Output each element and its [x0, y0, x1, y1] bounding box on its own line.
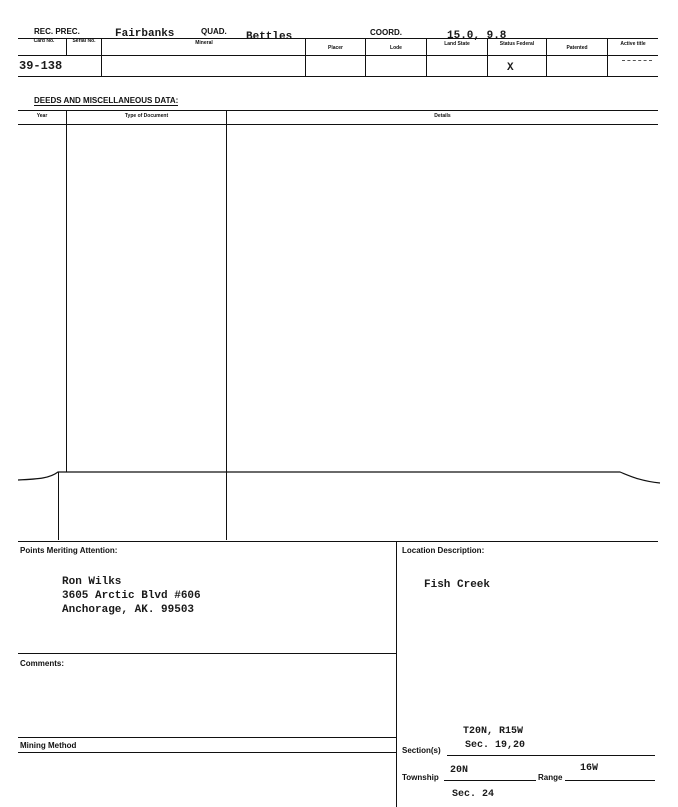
header-top-rule [18, 38, 658, 39]
header-mid-rule [18, 55, 658, 56]
location-value: Fish Creek [424, 579, 491, 591]
mining-bottom-rule [18, 752, 396, 753]
location-label: Location Description: [402, 546, 485, 555]
mining-method-label: Mining Method [20, 741, 77, 750]
quad-value: Bettles [246, 31, 293, 43]
points-line2: 3605 Arctic Blvd #606 [62, 590, 201, 602]
township-value: 20N [450, 765, 469, 776]
col-patented: Patented [566, 45, 588, 51]
rec-prec-value: Fairbanks [115, 28, 175, 40]
header-sep [101, 38, 102, 76]
sections-value: Sec. 19,20 [465, 740, 526, 751]
col-active-title: Active title [620, 41, 646, 47]
col-lode: Lode [390, 45, 402, 51]
header-sep [66, 38, 67, 56]
col-placer: Placer [327, 45, 343, 51]
coord-label: COORD. [370, 28, 402, 37]
status-federal-mark: X [507, 62, 514, 74]
col-serial-no: Serial No. [72, 38, 96, 44]
col-land-state: Land State [444, 41, 470, 47]
range-underline [565, 780, 655, 781]
points-line1: Ron Wilks [62, 576, 122, 588]
col-mineral: Mineral [195, 40, 213, 46]
header-bottom-rule [18, 76, 658, 77]
comments-label: Comments: [20, 659, 65, 668]
header-sep [305, 38, 306, 76]
deeds-col-year: Year [36, 113, 48, 119]
header-sep [607, 38, 608, 76]
bottom-center-sep [396, 541, 397, 807]
points-label: Points Meriting Attention: [20, 546, 118, 555]
deeds-top-rule [18, 110, 658, 111]
township-range-text: T20N, R15W [463, 726, 524, 737]
deeds-col-type: Type of Document [124, 113, 169, 119]
points-line3: Anchorage, AK. 99503 [62, 604, 195, 616]
bottom-top-rule [18, 541, 658, 542]
deeds-col-details: Details [434, 113, 451, 119]
deeds-col-sep [66, 110, 67, 472]
coord-value: 15.0, 9.8 [447, 30, 507, 42]
header-sep [546, 38, 547, 76]
sections-label: Section(s) [402, 746, 441, 755]
rec-prec-label: REC. PREC. [34, 27, 80, 36]
deeds-header-rule [18, 124, 658, 125]
comments-top-rule [18, 653, 396, 654]
fold-line [0, 462, 678, 492]
quad-label: QUAD. [201, 27, 227, 36]
header-sep [365, 38, 366, 76]
col-status-federal: Status Federal [499, 41, 535, 47]
range-value: 16W [580, 763, 599, 774]
card-no-value: 39-138 [19, 59, 63, 73]
mining-top-rule [18, 737, 396, 738]
deeds-section-title: DEEDS AND MISCELLANEOUS DATA: [34, 96, 179, 105]
range-label: Range [538, 773, 563, 782]
township-label: Township [402, 773, 439, 782]
active-title-dash [622, 60, 652, 61]
township-underline [444, 780, 536, 781]
sections-underline [447, 755, 655, 756]
extra-section: Sec. 24 [452, 789, 495, 800]
header-sep [426, 38, 427, 76]
col-card-no: Card No. [33, 38, 55, 44]
header-sep [487, 38, 488, 76]
